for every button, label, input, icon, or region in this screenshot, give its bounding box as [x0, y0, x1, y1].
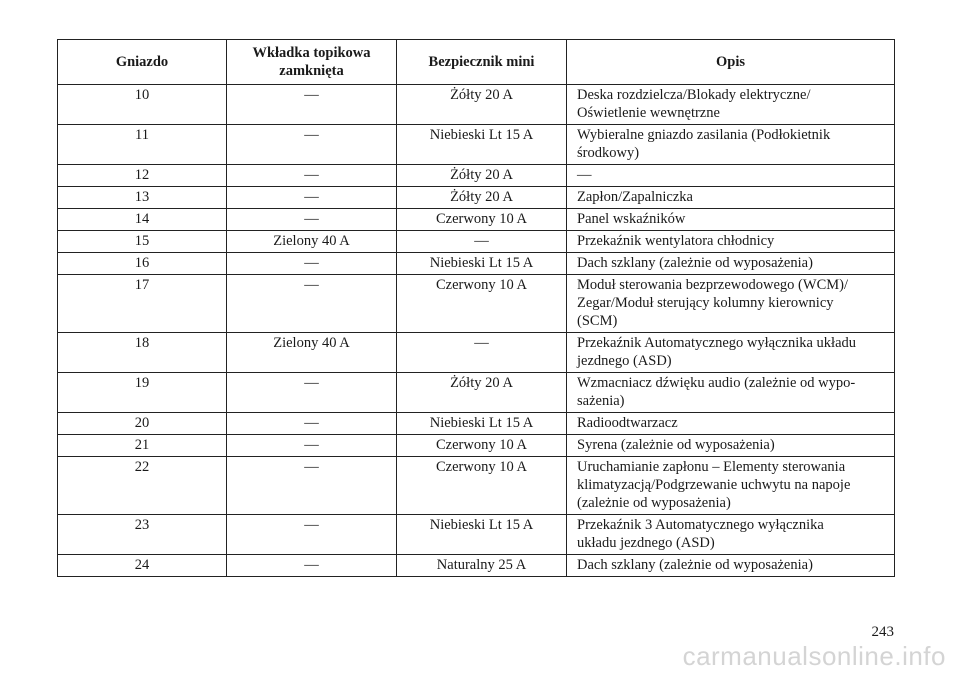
cell-slot: 15 — [58, 231, 227, 253]
description-line: Dach szklany (zależnie od wyposażenia) — [577, 255, 813, 271]
description-line: Przekaźnik wentylatora chłodnicy — [577, 233, 775, 249]
cell-mini: Żółty 20 A — [397, 373, 567, 413]
cell-slot: 17 — [58, 275, 227, 333]
cell-slot: 21 — [58, 435, 227, 457]
description-line: Radioodtwarzacz — [577, 415, 678, 431]
cell-cartridge: — — [227, 125, 397, 165]
description-line: Oświetlenie wewnętrzne — [577, 105, 720, 121]
cell-description — [567, 373, 895, 413]
cell-mini: Niebieski Lt 15 A — [397, 515, 567, 555]
cell-cartridge: — — [227, 209, 397, 231]
table-row — [58, 373, 895, 413]
description-line: jezdnego (ASD) — [577, 353, 672, 369]
description-line: (SCM) — [577, 313, 618, 329]
cell-mini: Niebieski Lt 15 A — [397, 125, 567, 165]
cell-mini: Czerwony 10 A — [397, 275, 567, 333]
cell-slot: 14 — [58, 209, 227, 231]
table-row — [58, 165, 895, 187]
description-line: Dach szklany (zależnie od wyposażenia) — [577, 557, 813, 573]
description-line: Wzmacniacz dźwięku audio (zależnie od wypo- — [577, 375, 856, 391]
cell-cartridge: — — [227, 555, 397, 577]
description-line: Zegar/Moduł sterujący kolumny kierownicy — [577, 295, 834, 311]
cell-description — [567, 275, 895, 333]
table-row — [58, 231, 895, 253]
cell-cartridge: — — [227, 435, 397, 457]
cell-mini: — — [397, 333, 567, 373]
cell-mini: — — [397, 231, 567, 253]
cell-mini: Czerwony 10 A — [397, 457, 567, 515]
description-line: Przekaźnik Automatycznego wyłącznika układu — [577, 335, 857, 351]
description-line: Zapłon/Zapalniczka — [577, 189, 693, 205]
cell-description — [567, 457, 895, 515]
cell-description — [567, 231, 895, 253]
cell-slot: 11 — [58, 125, 227, 165]
cell-description — [567, 125, 895, 165]
table-row — [58, 333, 895, 373]
cell-cartridge: — — [227, 253, 397, 275]
table-row — [58, 275, 895, 333]
cell-cartridge: Zielony 40 A — [227, 231, 397, 253]
header-cartridge: Wkładka topikowa zamknięta — [227, 40, 397, 85]
description-line: środkowy) — [577, 145, 640, 161]
table-row — [58, 555, 895, 577]
table-header-row — [58, 40, 895, 85]
cell-description — [567, 209, 895, 231]
cell-mini: Niebieski Lt 15 A — [397, 413, 567, 435]
cell-cartridge: — — [227, 457, 397, 515]
cell-mini: Niebieski Lt 15 A — [397, 253, 567, 275]
cell-description — [567, 413, 895, 435]
cell-description — [567, 555, 895, 577]
cell-description — [567, 515, 895, 555]
cell-slot: 20 — [58, 413, 227, 435]
description-line: Przekaźnik 3 Automatycznego wyłącznika — [577, 517, 824, 533]
cell-mini: Żółty 20 A — [397, 187, 567, 209]
description-line: Deska rozdzielcza/Blokady elektryczne/ — [577, 87, 811, 103]
cell-mini: Czerwony 10 A — [397, 435, 567, 457]
header-mini: Bezpiecznik mini — [397, 40, 567, 85]
cell-slot: 22 — [58, 457, 227, 515]
table-row — [58, 253, 895, 275]
cell-slot: 23 — [58, 515, 227, 555]
description-line: Moduł sterowania bezprzewodowego (WCM)/ — [577, 277, 848, 293]
cell-slot: 13 — [58, 187, 227, 209]
header-description: Opis — [567, 40, 895, 85]
cell-cartridge: — — [227, 85, 397, 125]
cell-description — [567, 165, 895, 187]
cell-slot: 24 — [58, 555, 227, 577]
cell-cartridge: — — [227, 413, 397, 435]
description-line: układu jezdnego (ASD) — [577, 535, 715, 551]
cell-slot: 10 — [58, 85, 227, 125]
description-line: (zależnie od wyposażenia) — [577, 495, 731, 511]
cell-slot: 16 — [58, 253, 227, 275]
table-row — [58, 435, 895, 457]
page-number: 243 — [871, 624, 894, 640]
cell-description — [567, 187, 895, 209]
cell-mini: Żółty 20 A — [397, 165, 567, 187]
description-line: klimatyzacją/Podgrzewanie uchwytu na napoje — [577, 477, 851, 493]
cell-description — [567, 253, 895, 275]
cell-cartridge: — — [227, 373, 397, 413]
cell-mini: Naturalny 25 A — [397, 555, 567, 577]
table-row — [58, 515, 895, 555]
cell-cartridge: — — [227, 275, 397, 333]
cell-cartridge: — — [227, 515, 397, 555]
table-row — [58, 187, 895, 209]
cell-slot: 12 — [58, 165, 227, 187]
description-line: — — [577, 167, 592, 183]
cell-cartridge: — — [227, 165, 397, 187]
table-body — [58, 85, 895, 577]
cell-slot: 19 — [58, 373, 227, 413]
table-row — [58, 85, 895, 125]
cell-cartridge: — — [227, 187, 397, 209]
cell-description — [567, 333, 895, 373]
table-row — [58, 413, 895, 435]
table-row — [58, 457, 895, 515]
description-line: Syrena (zależnie od wyposażenia) — [577, 437, 775, 453]
cell-description — [567, 85, 895, 125]
cell-mini: Czerwony 10 A — [397, 209, 567, 231]
table-row — [58, 209, 895, 231]
watermark: carmanualsonline.info — [682, 641, 946, 671]
header-slot: Gniazdo — [58, 40, 227, 85]
fuse-table — [57, 39, 895, 577]
cell-cartridge: Zielony 40 A — [227, 333, 397, 373]
description-line: Panel wskaźników — [577, 211, 686, 227]
table-row — [58, 125, 895, 165]
cell-mini: Żółty 20 A — [397, 85, 567, 125]
cell-description — [567, 435, 895, 457]
cell-slot: 18 — [58, 333, 227, 373]
description-line: Wybieralne gniazdo zasilania (Podłokietnik — [577, 127, 831, 143]
description-line: Uruchamianie zapłonu – Elementy sterowania — [577, 459, 846, 475]
description-line: sażenia) — [577, 393, 625, 409]
